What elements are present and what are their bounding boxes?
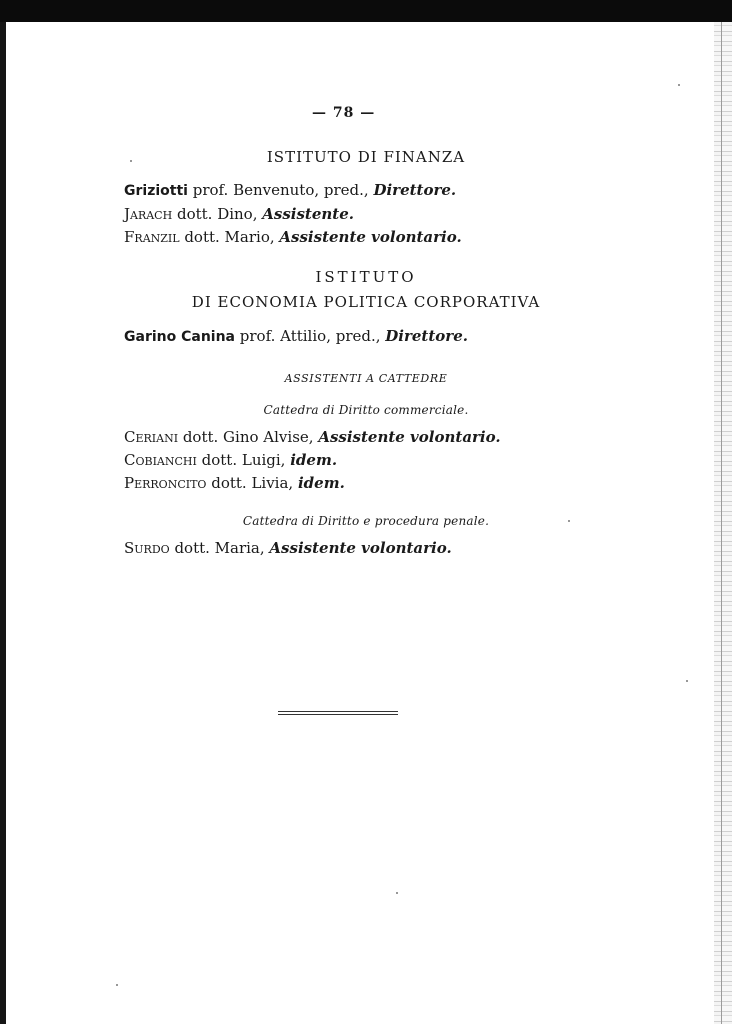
end-rule [278,711,398,715]
entry-ceriani [124,428,501,446]
chair-title-penale: Cattedra di Diritto e procedura penale. [242,514,490,528]
entry-details: dott. Luigi, [196,451,291,469]
entry-role: Direttore. [385,327,468,345]
entry-name: Cobianchi [124,451,197,469]
entry-cobianchi [124,451,337,469]
entry-name: Jarach [124,205,173,223]
entry-name: Griziotti [124,183,188,199]
scan-speck [568,520,570,522]
section-title-finanza: ISTITUTO DI FINANZA [266,148,466,166]
entry-details: dott. Mario, [179,228,280,246]
entry-name: Perroncito [124,474,207,492]
entry-details: prof. Attilio, pred., [235,327,386,345]
entry-role: Direttore. [373,181,457,199]
entry-franzil [124,228,462,246]
entry-garino-canina [124,327,468,346]
entry-name: Garino Canina [124,329,236,345]
section-title-assistenti: ASSISTENTI A CATTEDRE [284,372,448,385]
entry-role: idem. [290,451,338,469]
entry-role: idem. [297,474,345,492]
entry-role: Assistente volontario. [279,228,462,246]
entry-details: dott. Livia, [206,474,298,492]
scan-speck [130,160,132,162]
page-number: — 78 — [312,105,376,121]
scan-speck [678,84,680,86]
entry-name: Franzil [124,228,180,246]
entry-details: dott. Gino Alvise, [178,428,319,446]
entry-role: Assistente volontario. [318,428,501,446]
entry-details: prof. Benvenuto, pred., [187,181,374,199]
entry-role: Assistente. [262,205,354,223]
entry-jarach [124,205,354,223]
section-title-economia: DI ECONOMIA POLITICA CORPORATIVA [191,293,541,311]
entry-details: dott. Dino, [172,205,263,223]
chair-title-commerciale: Cattedra di Diritto commerciale. [263,403,469,417]
scan-top-border [0,0,732,22]
entry-perroncito [124,474,345,492]
entry-role: Assistente volontario. [269,539,452,557]
entry-surdo [124,539,452,557]
entry-details: dott. Maria, [169,539,270,557]
entry-griziotti [124,181,456,200]
scan-speck [116,984,118,986]
entry-name: Ceriani [124,428,179,446]
section-title-istituto: ISTITUTO [315,268,417,286]
entry-name: Surdo [124,539,170,557]
scan-speck [686,680,688,682]
scan-speck [396,892,398,894]
